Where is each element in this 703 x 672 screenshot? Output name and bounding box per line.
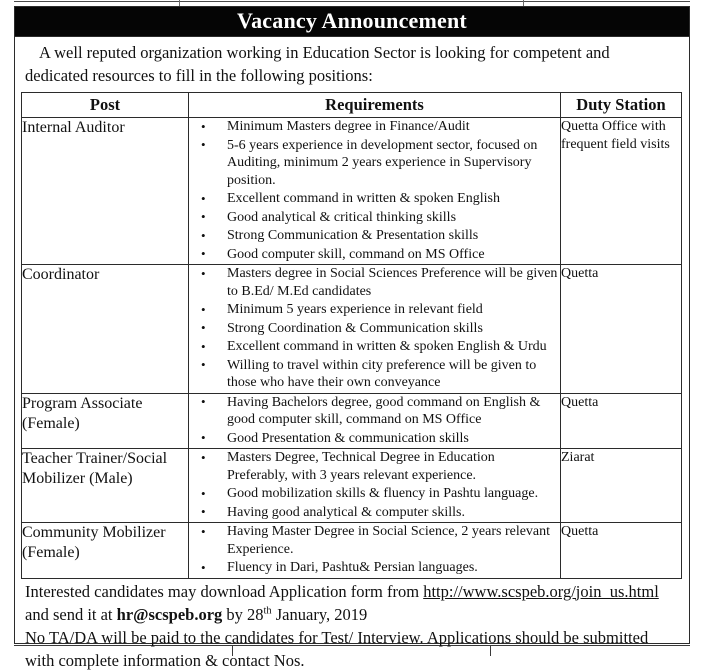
- requirement-text: Minimum 5 years experience in relevant field: [227, 302, 483, 317]
- footer-line-2: [25, 603, 679, 626]
- bullet-icon: •: [201, 301, 206, 317]
- requirement-text: Excellent command in written & spoken English: [227, 191, 500, 206]
- footer-deadline-prefix: by 28: [222, 604, 264, 624]
- bullet-icon: •: [201, 246, 206, 261]
- requirement-text: Masters Degree, Technical Degree in Education Preferably, with 3 years relevant experience.: [227, 450, 495, 483]
- requirement-item: [201, 430, 560, 448]
- requirement-item: [201, 523, 560, 558]
- footer-send-prefix: and send it at: [25, 604, 117, 624]
- requirement-item: [201, 227, 560, 245]
- requirement-text: Good mobilization skills & fluency in Pashtu language.: [227, 486, 539, 501]
- requirement-text: Good Presentation & communication skills: [227, 430, 469, 446]
- cell-post: Program Associate (Female): [22, 393, 189, 449]
- requirements-list: [189, 118, 560, 263]
- vacancy-announcement-sheet: [14, 6, 690, 670]
- footer-line-1: [25, 580, 679, 603]
- requirement-item: [201, 338, 560, 356]
- table-row: [22, 265, 682, 394]
- bullet-icon: •: [201, 430, 206, 445]
- bullet-icon: •: [201, 504, 206, 519]
- bullet-icon: •: [201, 338, 206, 354]
- requirements-list: [189, 394, 560, 448]
- bullet-icon: •: [201, 209, 206, 224]
- cell-requirements: [189, 118, 561, 265]
- bullet-icon: •: [201, 227, 206, 243]
- vacancy-table: [21, 92, 682, 579]
- footer-line-4: with complete information & contact Nos.: [25, 650, 305, 670]
- requirement-text: Excellent command in written & spoken English & Urdu: [227, 339, 547, 354]
- cell-duty-station: Quetta: [561, 265, 682, 394]
- column-header-post: Post: [22, 93, 189, 118]
- table-row: [22, 393, 682, 449]
- footer-line-1-text: Interested candidates may download Application form from: [25, 581, 424, 601]
- application-form-link[interactable]: http://www.scspeb.org/join_us.html: [423, 581, 659, 601]
- cell-post: Community Mobilizer (Female): [22, 523, 189, 579]
- cell-post: Coordinator: [22, 265, 189, 394]
- bullet-icon: •: [201, 394, 206, 409]
- requirement-item: [201, 320, 560, 338]
- cell-duty-station: Ziarat: [561, 449, 682, 523]
- requirement-text: Having Master Degree in Social Science, 2 years relevant Experience.: [227, 524, 551, 557]
- requirement-item: [201, 559, 560, 577]
- cell-requirements: [189, 393, 561, 449]
- requirement-item: [201, 137, 560, 190]
- requirement-text: Good analytical & critical thinking skills: [227, 209, 457, 225]
- bullet-icon: •: [201, 449, 206, 465]
- bullet-icon: •: [201, 190, 206, 206]
- intro-paragraph: [15, 37, 689, 89]
- cell-duty-station: Quetta: [561, 523, 682, 579]
- cell-requirements: [189, 265, 561, 394]
- requirements-list: [189, 265, 560, 392]
- cell-duty-station: Quetta: [561, 393, 682, 449]
- cell-post: Internal Auditor: [22, 118, 189, 265]
- requirement-text: Good computer skill, command on MS Office: [227, 246, 485, 262]
- requirement-text: Willing to travel within city preference will be given to those who have their own conveyance: [227, 357, 537, 390]
- requirement-item: [201, 504, 560, 522]
- requirement-text: Having Bachelors degree, good command on English & good computer skill, command on MS Office: [227, 394, 541, 427]
- requirement-text: 5-6 years experience in development sector, focused on Auditing, minimum 2 years experience in Supervisory position.: [227, 137, 538, 188]
- table-header-row: [22, 93, 682, 118]
- requirements-list: [189, 449, 560, 521]
- page-title: Vacancy Announcement: [15, 7, 689, 37]
- cell-requirements: [189, 523, 561, 579]
- table-row: [22, 118, 682, 265]
- cell-post: Teacher Trainer/Social Mobilizer (Male): [22, 449, 189, 523]
- requirement-item: [201, 246, 560, 264]
- requirement-item: [201, 209, 560, 227]
- bullet-icon: •: [201, 320, 206, 335]
- column-header-duty-station: Duty Station: [561, 93, 682, 118]
- cell-duty-station: Quetta Office with frequent field visits: [561, 118, 682, 265]
- requirement-item: [201, 301, 560, 319]
- hr-email-link[interactable]: hr@scspeb.org: [116, 604, 223, 624]
- bullet-icon: •: [201, 559, 206, 575]
- table-row: [22, 449, 682, 523]
- bullet-icon: •: [201, 357, 206, 372]
- footer-line-3: No TA/DA will be paid to the candidates for Test/ Interview. Applications should be submitted: [25, 627, 649, 647]
- requirement-item: [201, 485, 560, 503]
- column-header-requirements: Requirements: [189, 93, 561, 118]
- requirement-text: Strong Coordination & Communication skills: [227, 320, 483, 336]
- date-ordinal-suffix: th: [263, 605, 272, 616]
- requirement-item: [201, 449, 560, 484]
- requirement-text: Fluency in Dari, Pashtu& Persian languages.: [227, 560, 478, 575]
- requirement-item: [201, 357, 560, 392]
- requirement-text: Minimum Masters degree in Finance/Audit: [227, 119, 470, 134]
- requirement-item: [201, 265, 560, 300]
- bullet-icon: •: [201, 137, 206, 152]
- requirements-list: [189, 523, 560, 577]
- requirement-text: Having good analytical & computer skills.: [227, 504, 465, 520]
- requirement-text: Strong Communication & Presentation skills: [227, 228, 479, 243]
- vacancy-table-body: [22, 118, 682, 579]
- bullet-icon: •: [201, 118, 206, 134]
- footer-deadline-suffix: January, 2019: [271, 604, 368, 624]
- requirement-item: [201, 118, 560, 136]
- requirement-item: [201, 190, 560, 208]
- bullet-icon: •: [201, 485, 206, 501]
- requirement-text: Masters degree in Social Sciences Preference will be given to B.Ed/ M.Ed candidates: [227, 266, 558, 299]
- intro-line-2: dedicated resources to fill in the following positions:: [25, 66, 373, 85]
- table-row: [22, 523, 682, 579]
- requirement-item: [201, 394, 560, 429]
- bullet-icon: •: [201, 265, 206, 281]
- intro-line-1: A well reputed organization working in Education Sector is looking for competent and: [39, 43, 610, 62]
- footer-block: [15, 579, 689, 672]
- cell-requirements: [189, 449, 561, 523]
- bullet-icon: •: [201, 523, 206, 539]
